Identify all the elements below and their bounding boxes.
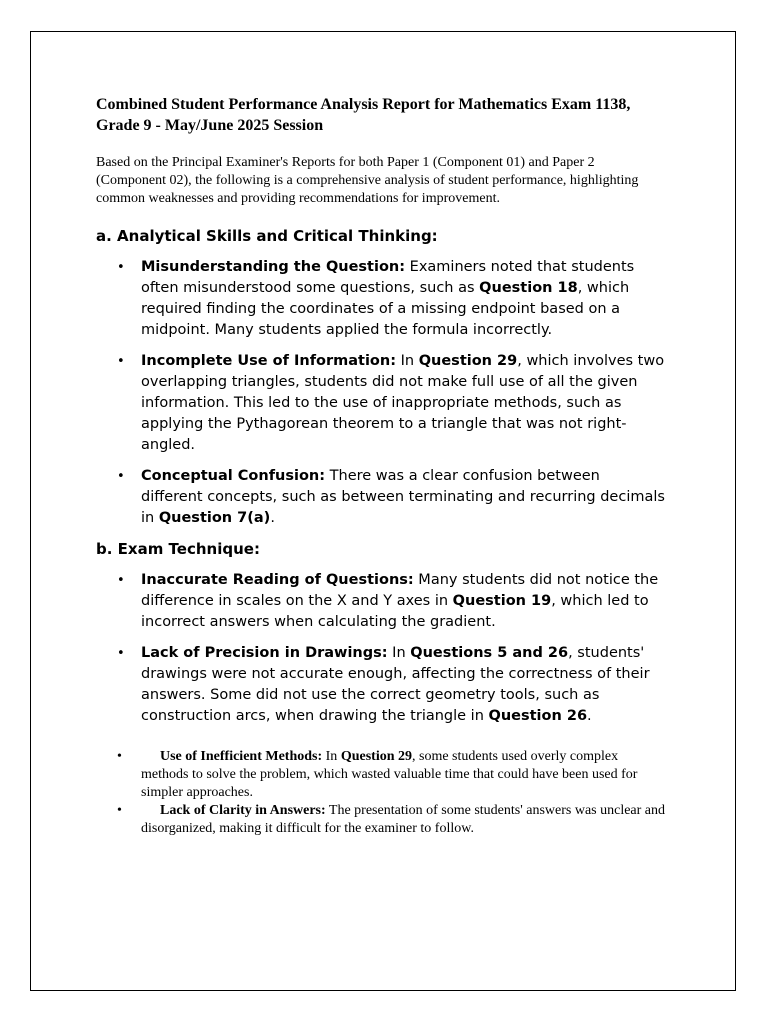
item-label: Incomplete Use of Information: (141, 353, 397, 369)
item-text: , which required finding the coordinates of a missing endpoint based on a midpoint. Many students applied the formula incorrectly. (141, 280, 630, 338)
question-ref: Question 19 (452, 593, 552, 609)
question-ref: Question 7(a) (158, 510, 271, 526)
item-text: . (270, 510, 275, 526)
item-label: Lack of Clarity in Answers: (160, 803, 326, 818)
list-item (96, 802, 666, 838)
section-b-heading: b. Exam Technique: (96, 540, 260, 558)
report-title: Combined Student Performance Analysis Report for Mathematics Exam 1138, Grade 9 - May/June 2025 Session (96, 96, 631, 134)
question-ref: Question 18 (479, 280, 578, 296)
list-item (96, 351, 666, 456)
question-ref: Question 26 (488, 708, 588, 724)
section-a-list (96, 257, 666, 529)
question-ref: Questions 5 and 26 (410, 645, 569, 661)
document-content (96, 94, 666, 838)
item-label: Misunderstanding the Question: (141, 259, 406, 275)
intro-paragraph: Based on the Principal Examiner's Reports for both Paper 1 (Component 01) and Paper 2 (Component 02), the following is a comprehensive analysis of student performance, highlighting common weaknesses and providing recommendations for improvement. (96, 155, 639, 206)
list-item (96, 570, 666, 633)
item-text: In (396, 353, 419, 369)
item-label: Use of Inefficient Methods: (160, 749, 323, 764)
item-text: , which led to incorrect answers when calculating the gradient. (141, 593, 649, 630)
list-item (96, 643, 666, 727)
section-b-extra-list (96, 748, 666, 838)
item-text: . (587, 708, 592, 724)
item-text: There was a clear confusion between different concepts, such as between terminating and recurring decimals in (141, 468, 665, 526)
item-text: In (387, 645, 411, 661)
document-page (30, 31, 736, 991)
item-text: Examiners noted that students often misunderstood some questions, such as (141, 259, 635, 296)
item-text: The presentation of some students' answers was unclear and disorganized, making it difficult for the examiner to follow. (141, 803, 666, 836)
list-item (96, 257, 666, 341)
question-ref: Question 29 (340, 749, 412, 764)
section-b-list (96, 570, 666, 727)
item-label: Inaccurate Reading of Questions: (141, 572, 414, 588)
item-label: Conceptual Confusion: (141, 468, 326, 484)
item-text: Many students did not notice the difference in scales on the X and Y axes in (141, 572, 659, 609)
item-text: , some students used overly complex methods to solve the problem, which wasted valuable time that could have been used for simpler approaches. (141, 749, 638, 800)
question-ref: Question 29 (418, 353, 518, 369)
item-text: In (322, 749, 341, 764)
list-item (96, 466, 666, 529)
item-text: , which involves two overlapping triangles, students did not make full use of all the given information. This led to the use of inappropriate methods, such as applying the Pythagorean theorem to a triangle that was not right-angled. (141, 353, 665, 453)
section-a-heading: a. Analytical Skills and Critical Thinking: (96, 227, 438, 245)
item-label: Lack of Precision in Drawings: (141, 645, 388, 661)
item-text: , students' drawings were not accurate enough, affecting the correctness of their answers. Some did not use the correct geometry tools, such as construction arcs, when drawing the triangle in (141, 645, 650, 724)
list-item (96, 748, 666, 802)
